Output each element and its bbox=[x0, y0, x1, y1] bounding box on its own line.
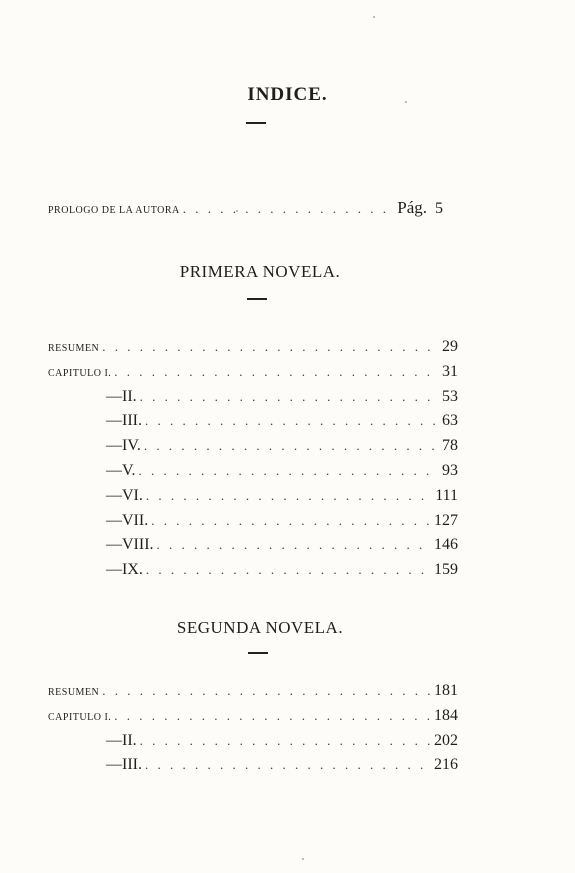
toc-row[interactable] bbox=[106, 412, 458, 434]
toc-row[interactable] bbox=[106, 561, 458, 583]
entry-label: RESUMEN bbox=[48, 343, 100, 354]
entry-page: 63 bbox=[442, 412, 458, 430]
leader-dots bbox=[146, 488, 432, 504]
leader-dots bbox=[145, 757, 431, 773]
leader-dots bbox=[140, 733, 431, 749]
toc-row[interactable] bbox=[48, 682, 458, 704]
leader-dots bbox=[144, 438, 439, 454]
entry-label: —III. bbox=[106, 756, 142, 774]
leader-dots bbox=[140, 389, 439, 405]
leader-dots bbox=[102, 683, 431, 699]
entry-label: —VI. bbox=[106, 486, 143, 504]
toc-row[interactable] bbox=[106, 462, 458, 484]
entry-page: 111 bbox=[435, 486, 458, 504]
section-title-segunda: SEGUNDA NOVELA. bbox=[176, 618, 344, 637]
paper-speck bbox=[373, 16, 375, 18]
toc-row[interactable] bbox=[106, 437, 458, 459]
entry-label: RESUMEN bbox=[48, 687, 100, 698]
entry-page: 31 bbox=[442, 362, 458, 380]
toc-row-prologue[interactable] bbox=[48, 198, 443, 220]
toc-row[interactable] bbox=[106, 388, 458, 410]
paper-speck bbox=[236, 210, 238, 212]
entry-label: —VIII. bbox=[106, 536, 154, 554]
toc-row[interactable] bbox=[106, 512, 458, 534]
entry-page: 216 bbox=[434, 756, 458, 774]
title-rule bbox=[246, 122, 266, 124]
leader-dots bbox=[114, 364, 439, 380]
paper-speck bbox=[405, 101, 407, 103]
entry-page: 181 bbox=[434, 682, 458, 699]
prologue-label: PROLOGO DE LA AUTORA bbox=[48, 205, 180, 216]
section-rule bbox=[248, 652, 268, 654]
prologue-page: 5 bbox=[435, 200, 443, 217]
entry-label: —IV. bbox=[106, 437, 141, 455]
toc-row[interactable] bbox=[106, 487, 458, 509]
section-rule bbox=[247, 298, 267, 300]
section-title-primera: PRIMERA NOVELA. bbox=[179, 262, 341, 281]
entry-label: CAPITULO I. bbox=[48, 711, 112, 723]
toc-row[interactable] bbox=[106, 756, 458, 778]
entry-page: 29 bbox=[442, 338, 458, 355]
leader-dots bbox=[146, 562, 431, 578]
entry-label: —II. bbox=[106, 387, 137, 405]
entry-label: CAPITULO I. bbox=[48, 367, 112, 379]
toc-row[interactable] bbox=[48, 707, 458, 729]
entry-page: 146 bbox=[434, 536, 458, 554]
paper-speck bbox=[302, 858, 304, 860]
entry-label: —II. bbox=[106, 731, 137, 749]
entry-page: 53 bbox=[442, 387, 458, 405]
page-abbrev: Pág. bbox=[397, 198, 427, 217]
entry-label: —VII. bbox=[106, 511, 149, 529]
leader-dots bbox=[157, 537, 431, 553]
index-title: INDICE. bbox=[247, 84, 328, 105]
entry-page: 127 bbox=[434, 511, 458, 529]
leader-dots bbox=[183, 201, 394, 217]
entry-label: —IX. bbox=[106, 561, 143, 579]
entry-label: —III. bbox=[106, 412, 142, 430]
leader-dots bbox=[145, 413, 439, 429]
entry-page: 202 bbox=[434, 731, 458, 749]
entry-page: 159 bbox=[434, 561, 458, 579]
toc-row[interactable] bbox=[48, 338, 458, 360]
toc-row[interactable] bbox=[106, 732, 458, 754]
leader-dots bbox=[102, 339, 439, 355]
entry-page: 93 bbox=[442, 462, 458, 479]
entry-label: —V. bbox=[106, 462, 136, 479]
toc-row[interactable] bbox=[48, 363, 458, 385]
leader-dots bbox=[114, 708, 431, 724]
leader-dots bbox=[139, 463, 440, 479]
leader-dots bbox=[151, 513, 431, 529]
entry-page: 184 bbox=[434, 706, 458, 724]
entry-page: 78 bbox=[442, 437, 458, 455]
toc-row[interactable] bbox=[106, 536, 458, 558]
